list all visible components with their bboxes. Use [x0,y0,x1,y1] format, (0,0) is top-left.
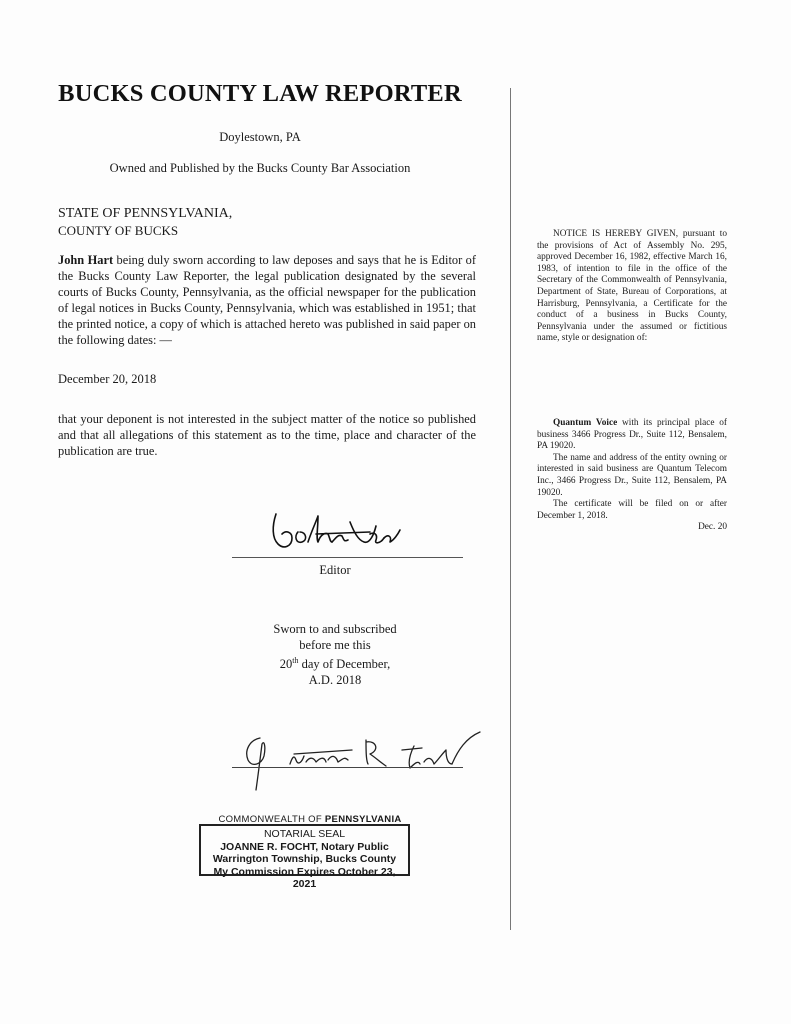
column-divider [510,88,511,930]
sworn-line-2: before me this [299,638,371,652]
sworn-day-suffix: th [292,656,299,665]
notice-dateline: Dec. 20 [698,522,727,533]
sworn-line-3 [232,653,438,672]
notary-signature [230,720,490,792]
notice-business-paragraph [537,418,727,453]
notice-business-block [537,418,727,534]
affidavit-body: being duly sworn according to law deposes and says that he is Editor of the Bucks County Law Reporter, the legal publication designated by the several courts of Bucks County, Pennsylvania, as the official newspaper for the publication of legal notices in Bucks County, Pennsylvania, which was established in 1951; that the printed notice, a copy of which is attached hereto was published in said paper on the following dates: — [58,253,476,347]
editor-label: Editor [319,563,351,577]
publication-date: December 20, 2018 [58,372,157,386]
seal-line-2: JOANNE R. FOCHT, Notary Public [220,840,389,853]
masthead-owned-by: Owned and Published by the Bucks County Bar Association [109,161,411,175]
sworn-line-4: A.D. 2018 [308,673,362,688]
editor-signature [258,504,418,556]
notice-intro: NOTICE IS HEREBY GIVEN, pursuant to the provisions of Act of Assembly No. 295, approved December 16, 1982, effective March 16, 1983, of intention to file in the office of the Secretary of the Commonwealth of Pennsylvania, Department of State, Bureau of Corporations, at Harrisburg, Pennsylvania, a Certificate for the conduct of a business in Bucks County, Pennsylvania under the assumed or fictitious name, style or designation of: [537,229,727,344]
sworn-line-1: Sworn to and subscribed [273,622,397,636]
deponent-statement: that your deponent is not interested in the subject matter of the notice so published and that all allegations of this statement as to the time, place and character of the publication are true. [58,412,476,458]
sworn-month: day of December, [298,657,391,672]
notice-filing-paragraph: The certificate will be filed on or after December 1, 2018. [537,499,727,521]
seal-heading-state: PENNSYLVANIA [324,814,402,825]
masthead-title: BUCKS COUNTY LAW REPORTER [58,80,462,107]
sworn-day: 20 [279,657,293,672]
notice-business-name: Quantum Voice [553,418,618,428]
seal-heading-commonwealth: COMMONWEALTH OF [218,814,325,825]
masthead-city: Doylestown, PA [219,130,301,144]
notice-owner-paragraph: The name and address of the entity owning or interested in said business are Quantum Telecom Inc., 3466 Progress Dr., Suite 112, Bensalem, PA 19020. [537,452,727,498]
seal-line-4: My Commission Expires October 23, 2021 [213,865,396,890]
sworn-block [232,621,438,688]
venue-county: COUNTY OF BUCKS [58,223,179,238]
notarial-seal [199,824,410,890]
venue-state: STATE OF PENNSYLVANIA, [58,206,233,221]
affidavit-paragraph [58,252,476,348]
notice-business-address: with its principal place of business 3466 Progress Dr., Suite 112, Bensalem, PA 19020. [537,418,728,452]
editor-signature-line [232,557,463,558]
notary-signature-line [232,767,463,768]
seal-line-3: Warrington Township, Bucks County [212,853,397,865]
affiant-name: John Hart [58,253,114,267]
seal-line-1: NOTARIAL SEAL [263,828,346,840]
